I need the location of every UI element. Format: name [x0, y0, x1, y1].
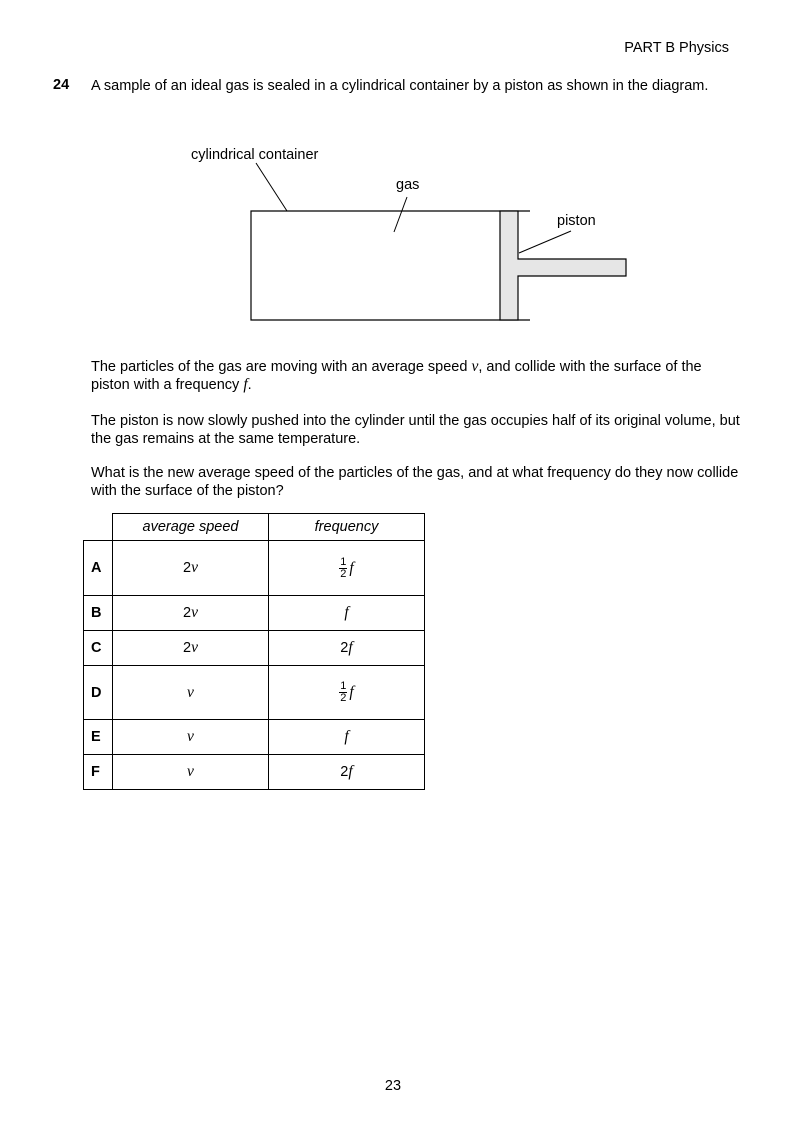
option-row [84, 666, 425, 720]
cylinder-outline [251, 211, 530, 320]
option-frequency: $\frac{1}{2}$ f [269, 666, 425, 720]
option-row [84, 541, 425, 596]
answer-options-table [83, 513, 425, 790]
gas-label: gas [396, 177, 420, 193]
page-header: PART B Physics [624, 40, 729, 56]
option-speed: 2v [113, 631, 269, 666]
option-letter: D [84, 666, 113, 720]
option-letter: B [84, 596, 113, 631]
piston-label: piston [557, 213, 596, 229]
container-leader-line [256, 163, 287, 211]
corner-cell [84, 514, 113, 541]
option-frequency: f [269, 720, 425, 755]
half-fraction: $\frac{1}{2}$ [340, 555, 347, 580]
option-row [84, 631, 425, 666]
option-frequency: 2f [269, 631, 425, 666]
col-header-frequency: frequency [269, 514, 425, 541]
gas-piston-diagram [0, 0, 786, 340]
option-letter: C [84, 631, 113, 666]
paragraph-speed-frequency: The particles of the gas are moving with an average speed v, and collide with the surface of the piston with a frequency f. [91, 358, 702, 393]
option-row [84, 755, 425, 790]
option-speed: 2v [113, 541, 269, 596]
option-row [84, 596, 425, 631]
option-speed: v [113, 666, 269, 720]
option-speed: v [113, 755, 269, 790]
gas-leader-line [394, 197, 407, 232]
option-letter: F [84, 755, 113, 790]
question-intro: A sample of an ideal gas is sealed in a cylindrical container by a piston as shown in the diagram. [91, 78, 709, 94]
option-row [84, 720, 425, 755]
option-speed: 2v [113, 596, 269, 631]
col-header-speed: average speed [113, 514, 269, 541]
page-number: 23 [384, 1078, 402, 1094]
option-letter: E [84, 720, 113, 755]
question-number: 24 [53, 77, 70, 93]
option-frequency: $\frac{1}{2}$ f [269, 541, 425, 596]
option-letter: A [84, 541, 113, 596]
container-label: cylindrical container [191, 147, 319, 163]
half-fraction: $\frac{1}{2}$ [340, 680, 347, 704]
option-frequency: 2f [269, 755, 425, 790]
table-header-row [84, 514, 425, 541]
paragraph-question: What is the new average speed of the particles of the gas, and at what frequency do they now collide with the surface of the piston? [91, 465, 739, 499]
option-speed: v [113, 720, 269, 755]
piston-leader-line [519, 231, 571, 253]
paragraph-compression: The piston is now slowly pushed into the cylinder until the gas occupies half of its original volume, but the gas remains at the same temperature. [91, 413, 740, 447]
option-frequency: f [269, 596, 425, 631]
